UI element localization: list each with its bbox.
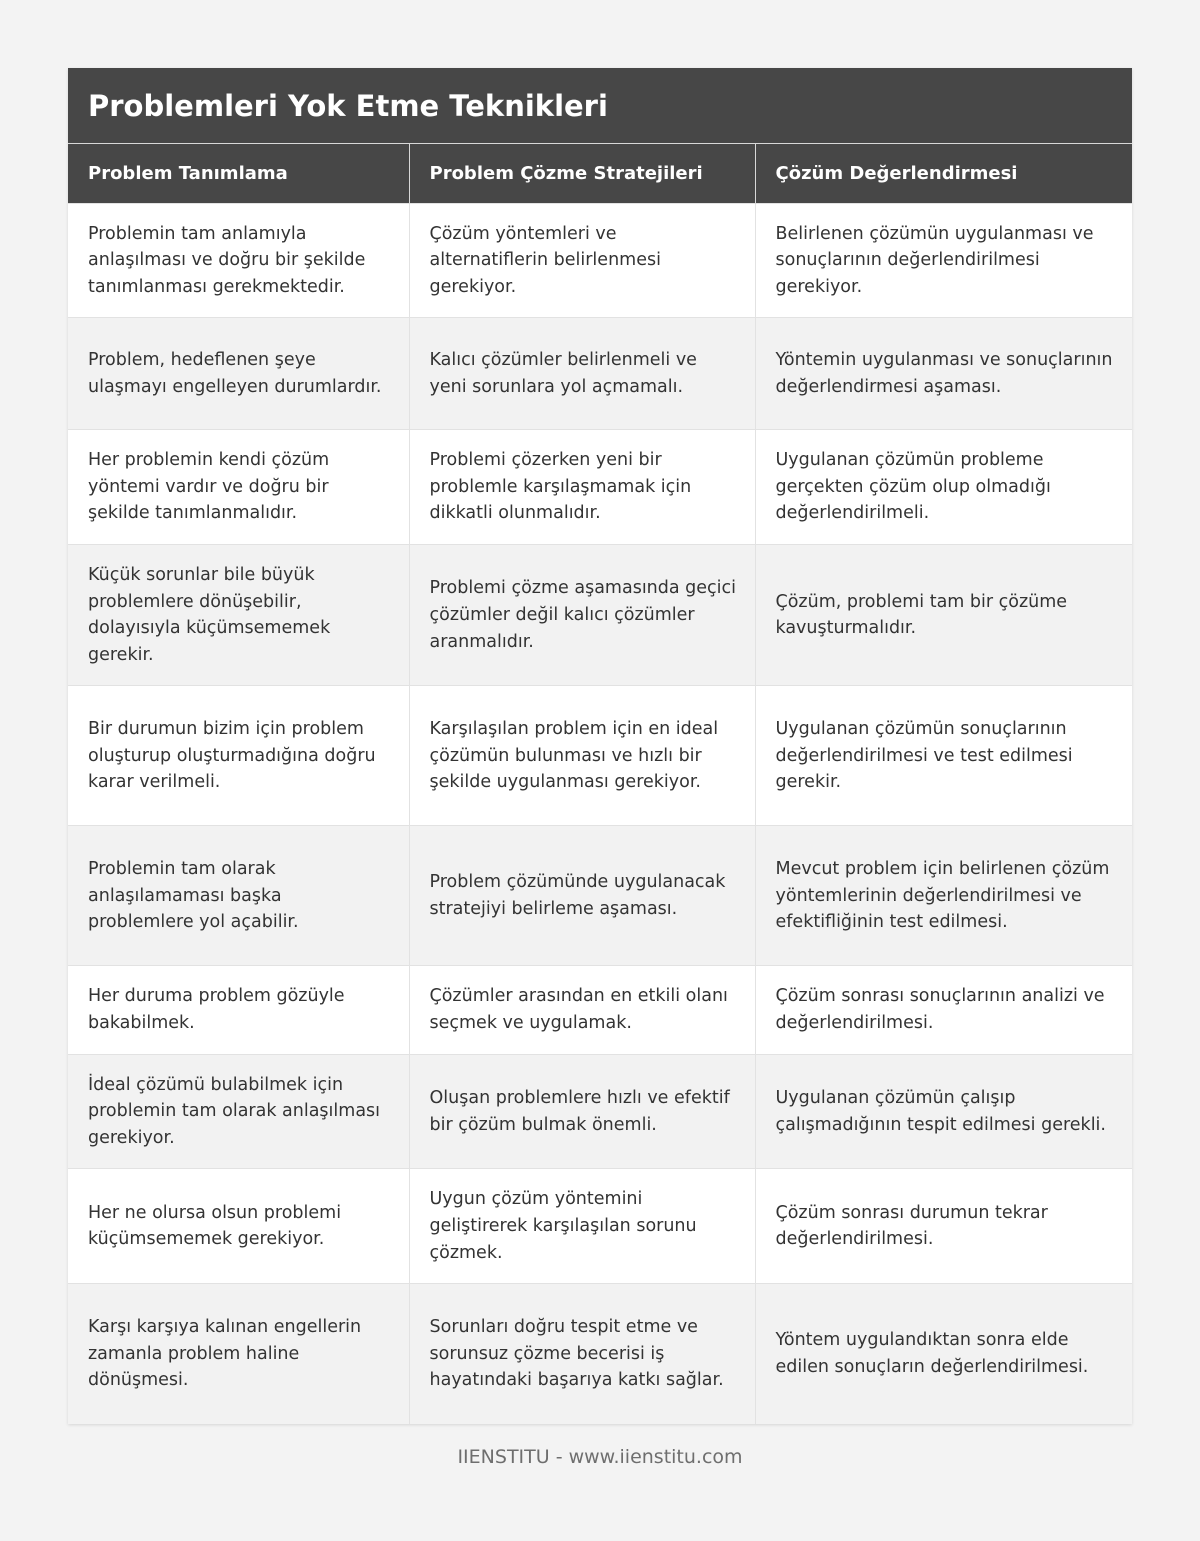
table-cell: Çözüm sonrası durumun tekrar değerlendirilmesi. [755, 1169, 1132, 1284]
table-cell: Çözüm, problemi tam bir çözüme kavuşturmalıdır. [755, 545, 1132, 686]
table-cell: Kalıcı çözümler belirlenmeli ve yeni sorunlara yol açmamalı. [409, 318, 755, 430]
column-header-strategies: Problem Çözme Stratejileri [409, 144, 755, 203]
table-cell: Uygun çözüm yöntemini geliştirerek karşılaşılan sorunu çözmek. [409, 1169, 755, 1284]
table-cell: Küçük sorunlar bile büyük problemlere dönüşebilir, dolayısıyla küçümsememek gerekir. [68, 545, 409, 686]
table-cell: Uygulanan çözümün probleme gerçekten çözüm olup olmadığı değerlendirilmeli. [755, 430, 1132, 545]
table-cell: Her duruma problem gözüyle bakabilmek. [68, 966, 409, 1054]
table-cell: Mevcut problem için belirlenen çözüm yöntemlerinin değerlendirilmesi ve efektifliğinin test edilmesi. [755, 826, 1132, 966]
table-row [68, 966, 1132, 1054]
table-card [68, 68, 1132, 1424]
table-cell: Problemin tam olarak anlaşılamaması başka problemlere yol açabilir. [68, 826, 409, 966]
table-row [68, 1054, 1132, 1169]
page-title: Problemleri Yok Etme Teknikleri [88, 88, 608, 123]
table-row [68, 1284, 1132, 1424]
table-cell: Her problemin kendi çözüm yöntemi vardır ve doğru bir şekilde tanımlanmalıdır. [68, 430, 409, 545]
table-cell: Sorunları doğru tespit etme ve sorunsuz çözme becerisi iş hayatındaki başarıya katkı sağlar. [409, 1284, 755, 1424]
table-row [68, 826, 1132, 966]
table-cell: Karşı karşıya kalınan engellerin zamanla problem haline dönüşmesi. [68, 1284, 409, 1424]
table-row [68, 203, 1132, 318]
table-row [68, 686, 1132, 826]
table-cell: Uygulanan çözümün çalışıp çalışmadığının tespit edilmesi gerekli. [755, 1054, 1132, 1169]
table-cell: Uygulanan çözümün sonuçlarının değerlendirilmesi ve test edilmesi gerekir. [755, 686, 1132, 826]
table-cell: Çözüm sonrası sonuçlarının analizi ve değerlendirilmesi. [755, 966, 1132, 1054]
table-cell: Problem, hedeflenen şeye ulaşmayı engelleyen durumlardır. [68, 318, 409, 430]
column-header-problem-definition: Problem Tanımlama [68, 144, 409, 203]
table-cell: Her ne olursa olsun problemi küçümsememek gerekiyor. [68, 1169, 409, 1284]
table-cell: İdeal çözümü bulabilmek için problemin tam olarak anlaşılması gerekiyor. [68, 1054, 409, 1169]
table-cell: Yöntem uygulandıktan sonra elde edilen sonuçların değerlendirilmesi. [755, 1284, 1132, 1424]
footer-credit: IIENSTITU - www.iienstitu.com [457, 1446, 743, 1468]
table-row [68, 1169, 1132, 1284]
table-cell: Belirlenen çözümün uygulanması ve sonuçlarının değerlendirilmesi gerekiyor. [755, 203, 1132, 318]
table-cell: Karşılaşılan problem için en ideal çözümün bulunması ve hızlı bir şekilde uygulanması gerekiyor. [409, 686, 755, 826]
table-row [68, 318, 1132, 430]
table-cell: Çözüm yöntemleri ve alternatiflerin belirlenmesi gerekiyor. [409, 203, 755, 318]
header-row [68, 144, 1132, 203]
table-row [68, 545, 1132, 686]
techniques-table [68, 144, 1132, 1424]
table-cell: Problemi çözme aşamasında geçici çözümler değil kalıcı çözümler aranmalıdır. [409, 545, 755, 686]
title-bar [68, 68, 1132, 144]
table-cell: Çözümler arasından en etkili olanı seçmek ve uygulamak. [409, 966, 755, 1054]
table-cell: Problemi çözerken yeni bir problemle karşılaşmamak için dikkatli olunmalıdır. [409, 430, 755, 545]
table-cell: Yöntemin uygulanması ve sonuçlarının değerlendirmesi aşaması. [755, 318, 1132, 430]
table-cell: Oluşan problemlere hızlı ve efektif bir çözüm bulmak önemli. [409, 1054, 755, 1169]
table-row [68, 430, 1132, 545]
table-cell: Bir durumun bizim için problem oluşturup oluşturmadığına doğru karar verilmeli. [68, 686, 409, 826]
column-header-evaluation: Çözüm Değerlendirmesi [755, 144, 1132, 203]
table-cell: Problem çözümünde uygulanacak stratejiyi belirleme aşaması. [409, 826, 755, 966]
table-cell: Problemin tam anlamıyla anlaşılması ve doğru bir şekilde tanımlanması gerekmektedir. [68, 203, 409, 318]
